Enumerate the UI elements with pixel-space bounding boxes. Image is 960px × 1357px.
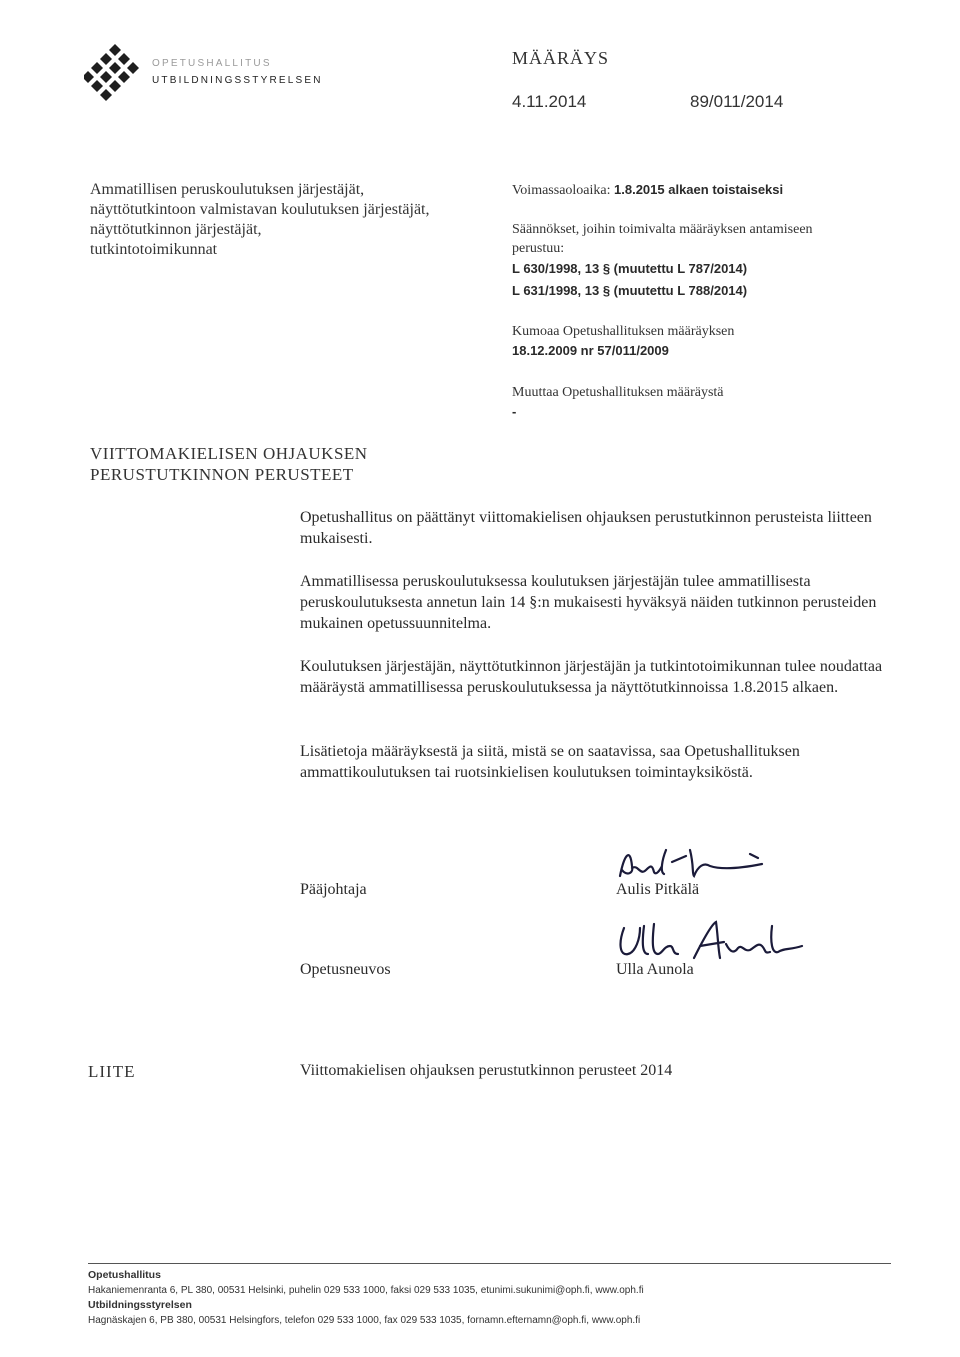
repeals-label: Kumoaa Opetushallituksen määräyksen (512, 324, 735, 339)
attachment-label: LIITE (88, 1062, 136, 1081)
document-title-line: PERUSTUTKINNON PERUSTEET (90, 465, 354, 484)
legal-basis (512, 220, 912, 302)
body-paragraph: Lisätietoja määräyksestä ja siitä, mistä se on saatavissa, saa Opetushallituksen ammattikoulutuksen tai ruotsinkielisen koulutuksen toimintayksiköstä. (300, 743, 800, 781)
repeals-value: 18.12.2009 nr 57/011/2009 (512, 343, 669, 358)
validity-period (512, 180, 912, 200)
logo-text-sv: UTBILDNINGSSTYRELSEN (152, 75, 323, 86)
signature-2-icon (612, 918, 812, 964)
signatory-name: Aulis Pitkälä (616, 881, 700, 898)
signatory-role: Opetusneuvos (300, 961, 391, 978)
amends-section (512, 383, 912, 421)
body-paragraph: Koulutuksen järjestäjän, näyttötutkinnon järjestäjän ja tutkintotoimikunnan tulee noudattaa määräystä ammatillisessa peruskoulutuksessa ja näyttötutkinnoissa 1.8.2015 alkaen. (300, 658, 883, 696)
footer-org-fi: Opetushallitus (88, 1269, 161, 1281)
recipient: tutkintotoimikunnat (90, 241, 218, 258)
logo-text-fi: OPETUSHALLITUS (152, 58, 272, 69)
recipient: näyttötutkinnon järjestäjät, (90, 221, 262, 238)
body-paragraph: Opetushallitus on päättänyt viittomakielisen ohjauksen perustutkinnon perusteista liitteen mukaisesti. (300, 509, 872, 547)
signatory-name: Ulla Aunola (616, 961, 694, 978)
document-title-line: VIITTOMAKIELISEN OHJAUKSEN (90, 444, 368, 463)
diamond-grid-logo-icon (84, 44, 146, 106)
signatory-role: Pääjohtaja (300, 881, 367, 898)
validity-value: 1.8.2015 alkaen toistaiseksi (614, 182, 784, 197)
recipient: näyttötutkintoon valmistavan koulutuksen järjestäjät, (90, 201, 430, 218)
document-date: 4.11.2014 (512, 92, 587, 111)
document-type: MÄÄRÄYS (512, 48, 610, 68)
recipient: Ammatillisen peruskoulutuksen järjestäjät, (90, 181, 365, 198)
document-number: 89/011/2014 (690, 92, 784, 111)
document-title (90, 443, 368, 485)
legal-basis-item: L 631/1998, 13 § (muutettu L 788/2014) (512, 283, 748, 298)
signature-1-icon (612, 836, 772, 882)
legal-basis-item: L 630/1998, 13 § (muutettu L 787/2014) (512, 261, 748, 276)
repeals-section (512, 322, 912, 360)
body-paragraph: Ammatillisessa peruskoulutuksessa koulutuksen järjestäjän tulee ammatillisesta peruskoulutuksesta annetun lain 14 §:n mukaisesti hyväksyä näiden tutkinnon perusteiden mukainen opetussuunnitelma. (300, 573, 877, 632)
footer-divider (88, 1263, 891, 1264)
footer-address-fi: Hakaniemenranta 6, PL 380, 00531 Helsinki, puhelin 029 533 1000, faksi 029 533 1035, etunimi.sukunimi@oph.fi, www.oph.fi (88, 1285, 644, 1296)
recipients-list (90, 180, 500, 260)
legal-basis-label: Säännökset, joihin toimivalta määräyksen antamiseen (512, 222, 813, 237)
footer-org-sv: Utbildningsstyrelsen (88, 1299, 192, 1311)
legal-basis-label-cont: perustuu: (512, 241, 565, 256)
amends-value: - (512, 404, 517, 419)
footer (88, 1268, 908, 1328)
attachment-title: Viittomakielisen ohjauksen perustutkinnon perusteet 2014 (300, 1062, 673, 1079)
footer-address-sv: Hagnäskajen 6, PB 380, 00531 Helsingfors, telefon 029 533 1000, fax 029 533 1035, fornamn.efternamn@oph.fi, www.oph.fi (88, 1315, 641, 1326)
validity-label: Voimassaoloaika: (512, 183, 611, 198)
amends-label: Muuttaa Opetushallituksen määräystä (512, 385, 724, 400)
